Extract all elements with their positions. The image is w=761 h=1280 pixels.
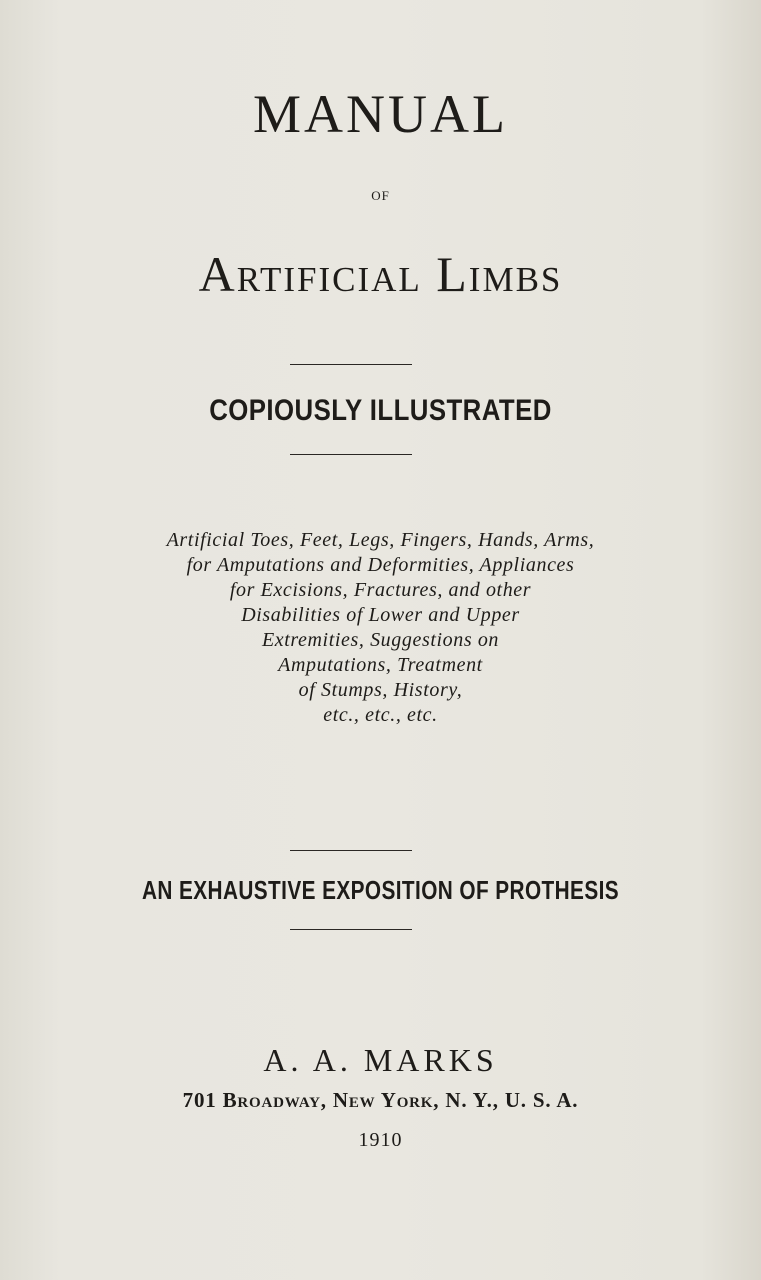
description-line: etc., etc., etc. [323,704,438,726]
description-line: for Amputations and Deformities, Appliances [186,554,575,576]
title-of: of [371,184,390,204]
publisher-address: 701 Broadway, New York, N. Y., U. S. A. [182,1088,579,1112]
divider-rule [290,364,412,365]
description-line: Disabilities of Lower and Upper [241,604,520,626]
exposition-line: AN EXHAUSTIVE EXPOSITION OF PROTHESIS [141,875,620,905]
publication-year: 1910 [358,1129,403,1151]
description-line: Amputations, Treatment [278,654,483,676]
title-main: MANUAL [253,84,508,144]
divider-rule [290,850,412,851]
publisher-name: A. A. MARKS [263,1042,498,1078]
title-subject: Artificial Limbs [198,246,563,302]
description [0,528,761,728]
description-line: for Excisions, Fractures, and other [229,579,532,601]
divider-rule [290,454,412,455]
subtitle: COPIOUSLY ILLUSTRATED [209,394,552,427]
description-line: of Stumps, History, [298,679,463,701]
divider-rule [290,929,412,930]
description-line: Artificial Toes, Feet, Legs, Fingers, Hands, Arms, [166,529,595,551]
description-line: Extremities, Suggestions on [261,629,500,651]
